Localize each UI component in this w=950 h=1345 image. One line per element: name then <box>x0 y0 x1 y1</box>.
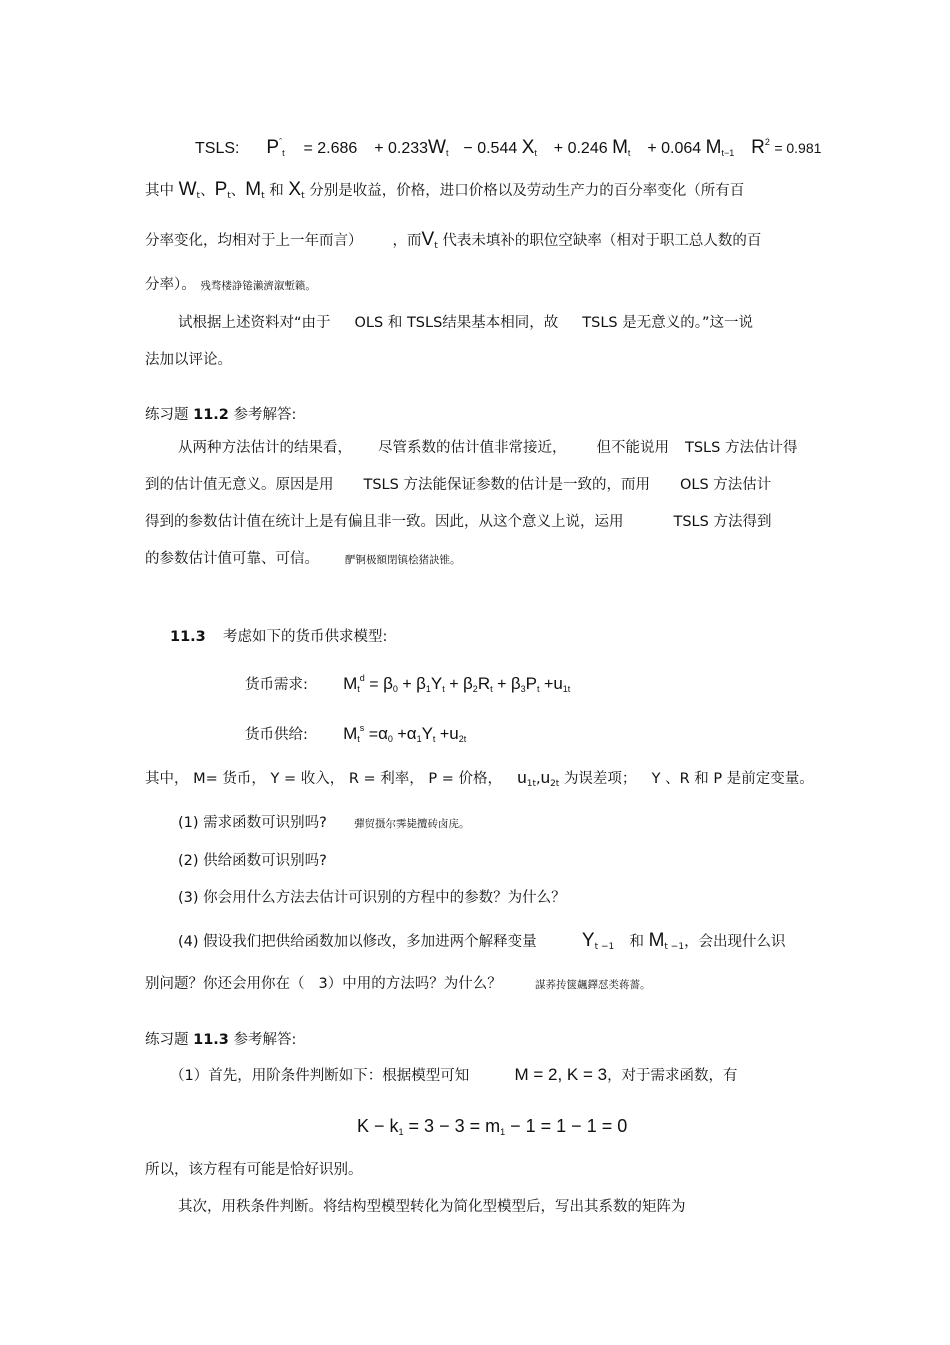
exercise-number: 11.3 <box>170 629 206 645</box>
var-m-sup: d <box>359 673 365 683</box>
text: 练习题 <box>145 407 189 423</box>
tsls-var-m-lag: M <box>705 137 722 158</box>
var-u-sub: 1t <box>562 684 571 694</box>
text: (4) 假设我们把供给函数加以修改，多加进两个解释变量 <box>178 934 537 950</box>
var-u-sub: 2t <box>550 779 560 789</box>
order-condition-equation <box>357 1116 627 1142</box>
var-v-sub: t <box>434 241 438 251</box>
ans113-line-3 <box>178 1197 686 1217</box>
text: 分率）。 <box>145 277 196 293</box>
text: 为误差项； <box>563 771 637 787</box>
text: ，会出现什么识 <box>684 934 786 950</box>
beta: β <box>463 674 473 693</box>
supply-label: 货币供给: <box>245 727 308 743</box>
var-m-sub: t <box>357 734 360 744</box>
text: (2) 供给函数可识别吗? <box>178 853 327 869</box>
alpha: α <box>378 724 388 743</box>
sub: 1 <box>500 1127 506 1137</box>
text: = <box>368 726 379 743</box>
tsls-r2: R <box>751 137 765 158</box>
text: + <box>449 676 459 693</box>
ans112-line-4 <box>145 549 461 570</box>
demand-formula <box>343 673 571 694</box>
q113-item-3 <box>178 888 566 908</box>
text: Y = 收入， <box>270 771 345 787</box>
ans112-heading <box>145 405 296 425</box>
var-r-sub: t <box>490 684 493 694</box>
text: 分别是收益，价格，进口价格以及劳动生产力的百分率变化（所有百 <box>309 183 745 199</box>
text: = 3 − 3 = m <box>403 1116 501 1136</box>
text: ”这一说 <box>701 315 753 331</box>
q113-item-4 <box>178 931 786 957</box>
demand-label: 货币需求: <box>245 677 308 693</box>
beta: β <box>383 674 393 693</box>
text: 和 <box>629 934 644 950</box>
q113-item-1 <box>178 813 470 834</box>
text: 到的估计值无意义。原因是用 <box>145 477 334 493</box>
text: OLS <box>354 315 384 331</box>
tsls-var-m: M <box>612 137 628 158</box>
var-m: M <box>343 724 358 743</box>
var-u-sub: 1t <box>526 779 536 789</box>
order-values: M = 2, K = 3 <box>514 1065 608 1084</box>
text: 练习题 <box>145 1032 189 1048</box>
var-u: u <box>553 674 563 693</box>
text: 方法得到 <box>713 514 772 530</box>
var-u: u <box>517 768 527 787</box>
var-v: V <box>421 229 435 250</box>
text: ，而 <box>392 233 422 249</box>
ans112-line-1 <box>178 438 797 458</box>
var-x-sub: t <box>301 191 305 201</box>
tsls-coef-1: + 0.233 <box>374 140 429 157</box>
ans113-line-2 <box>145 1160 363 1180</box>
text: 其中 <box>145 183 174 199</box>
text: 得到的参数估计值在统计上是有偏且非一致。因此，从这个意义上说，运用 <box>145 514 624 530</box>
tsls-var-w-sub: t <box>445 148 449 158</box>
p2-line-1 <box>178 313 753 333</box>
text: P = 价格， <box>428 771 503 787</box>
var-p-sub: t <box>537 684 540 694</box>
var-u: u <box>540 768 551 787</box>
var-w: W <box>178 179 197 200</box>
tsls-lhs-sub: t <box>282 148 285 158</box>
var-m-sub: t <box>357 684 360 694</box>
tsls-coef-2: − 0.544 <box>463 140 518 157</box>
text: M= 货币， <box>193 771 266 787</box>
garbled-text: 謀荞抟箧飆鐸怼类蒋薔。 <box>534 979 651 991</box>
exercise-number: 11.2 <box>193 407 229 423</box>
beta: β <box>416 674 426 693</box>
garbled-text: 酽锕极額閉镇桧猪訣锥。 <box>345 554 461 566</box>
text: 参考解答: <box>233 407 297 423</box>
tsls-r2-sup: 2 <box>764 137 770 147</box>
text: OLS <box>679 477 709 493</box>
p2-line-2 <box>145 350 232 370</box>
text: Y <box>651 771 661 787</box>
beta-sub: 0 <box>392 684 398 694</box>
text: 代表未填补的职位空缺率（相对于职工总人数的百 <box>442 233 762 249</box>
text: 方法能保证参数的估计是一致的，而用 <box>403 477 650 493</box>
var-m: M <box>343 674 358 693</box>
text: 方法估计得 <box>724 440 798 456</box>
alpha-sub: 0 <box>387 734 393 744</box>
text: 考虑如下的货币供求模型: <box>223 629 388 645</box>
text: TSLS <box>582 315 618 331</box>
p1-line-1 <box>145 180 744 206</box>
demand-equation <box>245 668 570 699</box>
var-y: Y <box>430 674 443 693</box>
var-y-sub: t <box>432 734 436 744</box>
var-w-sub: t <box>196 191 201 201</box>
text: 其中， <box>145 771 189 787</box>
var-p: P <box>214 179 228 200</box>
beta-sub: 2 <box>472 684 478 694</box>
tsls-lhs-hat: ˆ <box>279 137 283 147</box>
alpha: α <box>406 724 417 743</box>
var-p: P <box>525 674 537 693</box>
text: + <box>543 676 554 693</box>
text: ，对于需求函数，有 <box>607 1068 738 1084</box>
beta: β <box>510 674 521 693</box>
text: + <box>497 676 507 693</box>
var-r: R <box>477 674 491 693</box>
var-y-sub: t <box>442 684 445 694</box>
text: TSLS <box>363 477 399 493</box>
text: TSLS <box>685 440 721 456</box>
where-line <box>145 768 814 794</box>
tsls-r2-value: = 0.981 <box>774 140 822 156</box>
var-m-sub: t −1 <box>664 942 685 952</box>
text: (1) 需求函数可识别吗? <box>178 815 327 831</box>
ans113-line-1 <box>170 1065 738 1086</box>
var-m: M <box>245 179 262 200</box>
text: 方法估计 <box>713 477 772 493</box>
text: 的参数估计值可靠、可信。 <box>145 551 319 567</box>
tsls-var-w: W <box>428 137 446 158</box>
q113-heading <box>170 627 387 647</box>
var-y-sub: t −1 <box>594 942 615 952</box>
tsls-var-m-lag-sub: t−1 <box>721 148 735 158</box>
text: 参考解答: <box>233 1032 297 1048</box>
tsls-lhs: P <box>266 137 280 158</box>
q113-item-2 <box>178 851 327 871</box>
tsls-label: TSLS: <box>195 140 240 157</box>
beta-sub: 3 <box>520 684 526 694</box>
var-u: u <box>449 724 459 743</box>
var-m-sub: t <box>261 191 265 201</box>
ans112-line-2 <box>145 475 771 495</box>
text: 和 <box>269 183 284 199</box>
ans113-heading <box>145 1030 296 1050</box>
tsls-equation <box>195 132 821 163</box>
garbled-text: 残骛楼諍锩瀨濟溆塹籟。 <box>200 280 316 292</box>
tsls-var-m-sub: t <box>627 148 631 158</box>
var-m: M <box>648 930 665 951</box>
text: （1）首先，用阶条件判断如下：根据模型可知 <box>170 1068 470 1084</box>
tsls-coef-3: + 0.246 <box>553 140 608 157</box>
text: 其次，用秩条件判断。将结构型模型转化为简化型模型后，写出其系数的矩阵为 <box>178 1199 686 1215</box>
text: 是无意义的。 <box>622 315 702 331</box>
supply-formula <box>343 723 467 744</box>
text: TSLS <box>406 315 443 331</box>
exercise-number: 11.3 <box>193 1032 229 1048</box>
text: 3）中用的方法吗？为什么？ <box>318 976 502 992</box>
text: 、 <box>200 183 215 199</box>
text: 别问题？你还会用你在（ <box>145 976 305 992</box>
text: , <box>535 771 541 787</box>
tsls-const: = 2.686 <box>303 140 358 157</box>
text: + <box>402 676 412 693</box>
p1-line-3 <box>145 275 316 296</box>
var-x: X <box>288 179 302 200</box>
text: + <box>439 726 450 743</box>
tsls-var-x: X <box>521 137 535 158</box>
var-m-sup: s <box>359 723 365 733</box>
text: + <box>397 726 407 743</box>
tsls-var-x-sub: t <box>534 148 537 158</box>
text: TSLS <box>673 514 709 530</box>
text: 结果基本相同，故 <box>442 315 559 331</box>
text: 、R 和 P 是前定变量。 <box>665 771 814 787</box>
var-p-sub: t <box>227 191 231 201</box>
supply-equation <box>245 718 466 749</box>
text: 分率变化，均相对于上一年而言） <box>145 233 363 249</box>
var-y: Y <box>421 724 433 743</box>
var-u-sub: 2t <box>458 734 467 744</box>
alpha-sub: 1 <box>416 734 422 744</box>
text: = <box>369 676 379 693</box>
text: 从两种方法估计的结果看， <box>178 440 352 456</box>
text: − 1 = 1 − 1 = 0 <box>505 1116 628 1136</box>
sub: 1 <box>398 1127 404 1137</box>
p1-line-2 <box>145 230 761 256</box>
beta-sub: 1 <box>425 684 431 694</box>
var-y: Y <box>581 930 595 951</box>
tsls-coef-4: + 0.064 <box>647 140 702 157</box>
text: R = 利率， <box>348 771 424 787</box>
text: (3) 你会用什么方法去估计可识别的方程中的参数？为什么？ <box>178 890 566 906</box>
ans112-line-3 <box>145 512 771 532</box>
garbled-text: 彈贸摄尔霁毙攬砖卤庑。 <box>354 818 470 830</box>
text: 和 <box>387 315 403 331</box>
text: 法加以评论。 <box>145 352 232 368</box>
text: 、 <box>230 183 246 199</box>
text: 所以，该方程有可能是恰好识别。 <box>145 1162 363 1178</box>
text: 试根据上述资料对“由于 <box>178 315 331 331</box>
text: 尽管系数的估计值非常接近， <box>378 440 567 456</box>
text: K − k <box>357 1116 399 1136</box>
q113-item-4-line-2 <box>145 974 650 995</box>
text: 但不能说用 <box>596 440 669 456</box>
